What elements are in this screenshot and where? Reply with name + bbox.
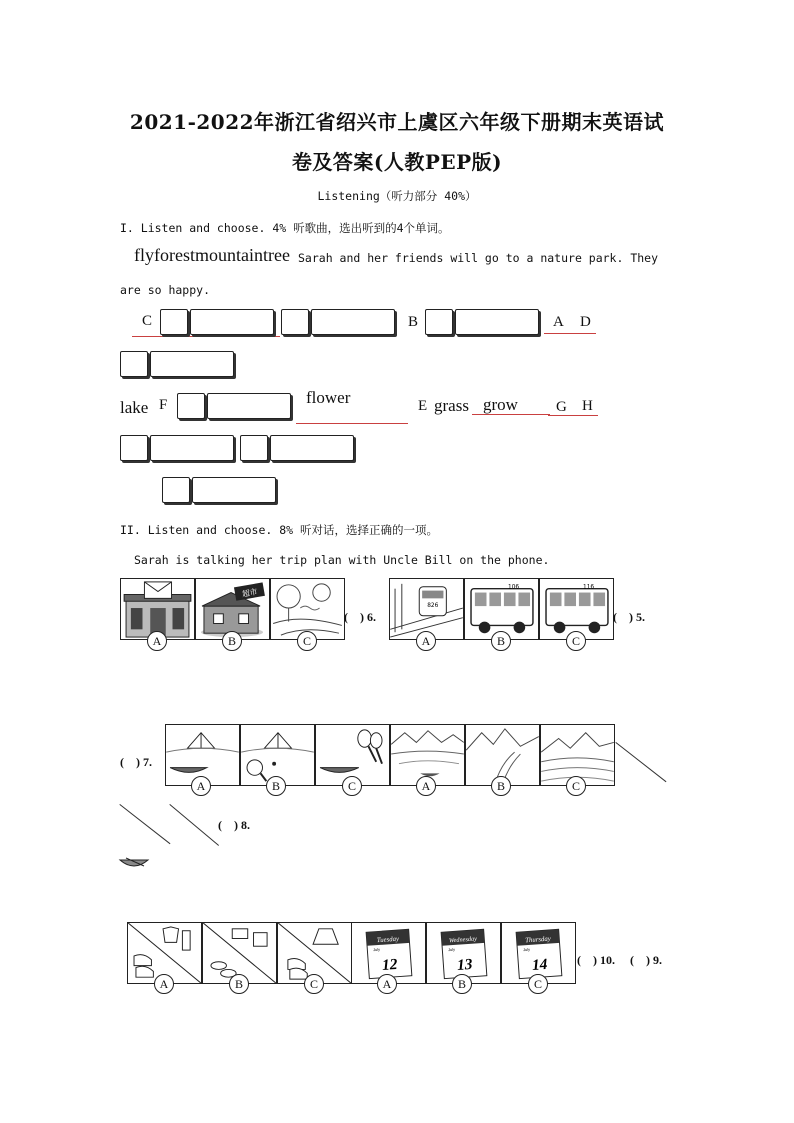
calendar-number-14: 14 [531,955,549,974]
option-letter-e: E [418,398,428,414]
question-5-label: ( ) 5. [613,610,645,624]
option-circle-a[interactable]: A [147,631,167,651]
option-circle-c[interactable]: C [528,974,548,994]
option-letter-b: B [408,314,419,330]
decorative-line [615,742,666,782]
answer-box[interactable] [162,477,190,503]
option-circle-c[interactable]: C [297,631,317,651]
question-6-label: ( ) 6. [344,610,376,624]
option-circle-c[interactable]: C [566,631,586,651]
option-circle-b[interactable]: B [266,776,286,796]
question-9-label: ( ) 9. [630,953,662,967]
word-box[interactable] [455,309,539,335]
option-letter-f: F [159,397,168,413]
option-circle-b[interactable]: B [222,631,242,651]
question-7-label: ( ) 7. [120,755,152,769]
calendar-month: July [447,946,456,953]
train-number: 826 [427,603,439,610]
listening-subtitle: Listening（听力部分 40%） [317,189,477,203]
calendar-number-12: 12 [381,955,399,974]
word-box[interactable] [311,309,395,335]
option-letter-h: H [582,398,593,414]
answer-box[interactable] [177,393,205,419]
answer-underline [296,423,408,424]
calendar-day-wednesday: Wednesday [448,935,478,945]
boat-icon [118,854,150,872]
word-box[interactable] [192,477,276,503]
answer-underline [472,414,550,415]
word-box[interactable] [207,393,291,419]
option-letter-g: G [556,399,567,415]
option-circle-b[interactable]: B [452,974,472,994]
word-box[interactable] [270,435,354,461]
calendar-month: July [522,946,531,953]
word-lake: lake [120,398,149,417]
option-letter-d: D [580,314,591,330]
sentence-line1: Sarah and her friends will go to a nature park. They [298,251,659,265]
option-circle-b[interactable]: B [491,776,511,796]
option-circle-a[interactable]: A [416,631,436,651]
option-circle-b[interactable]: B [229,974,249,994]
option-circle-c[interactable]: C [304,974,324,994]
option-circle-a[interactable]: A [416,776,436,796]
word-box[interactable] [150,351,234,377]
option-circle-a[interactable]: A [154,974,174,994]
bus-b-number: 116 [583,584,595,591]
answer-box[interactable] [120,351,148,377]
answer-underline [548,415,598,416]
word-flower: flower [306,388,351,407]
answer-underline [132,336,280,337]
supermarket-sign-text: 超市 [241,587,259,599]
option-circle-a[interactable]: A [377,974,397,994]
decorative-line [169,804,219,846]
section1-heading: I. Listen and choose. 4% 听歌曲，选出听到的4个单词。 [120,221,450,235]
calendar-number-13: 13 [456,955,474,974]
word-box[interactable] [150,435,234,461]
answer-box[interactable] [281,309,309,335]
answer-box[interactable] [240,435,268,461]
section2-heading: II. Listen and choose. 8% 听对话，选择正确的一项。 [120,523,439,537]
word-grass: grass [434,396,469,415]
bus-a-number: 106 [508,584,520,591]
answer-underline [544,333,596,334]
answer-box[interactable] [120,435,148,461]
option-circle-c[interactable]: C [342,776,362,796]
calendar-month: July [372,946,381,953]
decorative-line [119,804,170,844]
calendar-day-tuesday: Tuesday [376,935,400,945]
answer-box[interactable] [425,309,453,335]
option-circle-b[interactable]: B [491,631,511,651]
question-10-label: ( ) 10. [577,953,615,967]
word-box[interactable] [190,309,274,335]
sentence-line2: are so happy. [120,283,211,297]
option-circle-c[interactable]: C [566,776,586,796]
page-title-line2: 卷及答案(人教PEP版) [291,150,503,174]
option-circle-a[interactable]: A [191,776,211,796]
song-words-row: flyforestmountaintree [134,245,290,265]
page-title-line1: 2021-2022年浙江省绍兴市上虞区六年级下册期末英语试 [129,110,665,134]
word-grow: grow [483,395,518,414]
answer-box[interactable] [160,309,188,335]
section2-intro: Sarah is talking her trip plan with Uncle Bill on the phone. [134,553,550,567]
option-letter-c: C [142,313,153,329]
option-letter-a: A [553,314,564,330]
calendar-day-thursday: Thursday [524,935,552,945]
question-8-label: ( ) 8. [218,818,250,832]
